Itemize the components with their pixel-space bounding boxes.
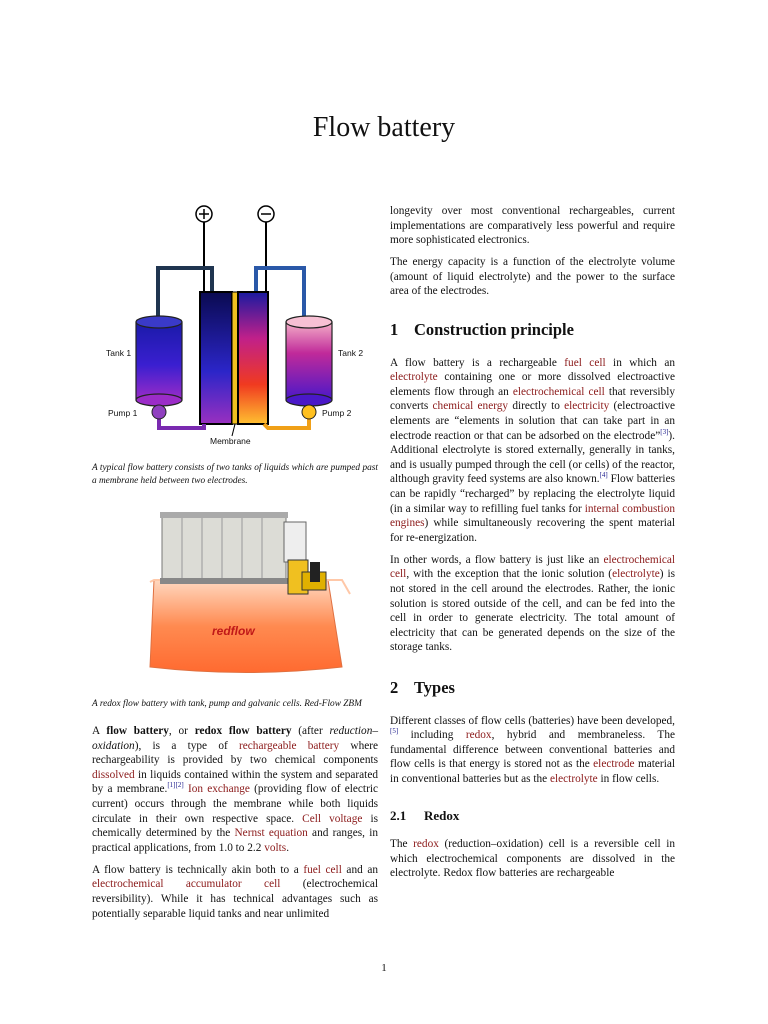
link-internal-combustion-engines[interactable]: internal combustion engines — [390, 502, 675, 530]
term-reduction-oxidation: reduction–oxidation — [92, 725, 378, 752]
pump-2-label: Pump 2 — [322, 408, 352, 418]
text: material in conventional batteries but as the — [390, 758, 675, 785]
text: A flow battery is technically akin both to a — [92, 863, 304, 876]
subsection-heading-redox — [390, 809, 675, 824]
section-number: 1 — [390, 320, 399, 340]
text: In other words, a flow battery is just like an — [390, 553, 604, 566]
text: directly to — [508, 400, 565, 413]
paragraph-energy-capacity: The energy capacity is a function of the electrolyte volume (amount of liquid electrolyte) and the power to the surface area of the electrodes. — [390, 256, 675, 298]
text: (after — [291, 725, 330, 737]
paragraph-types — [390, 714, 675, 787]
text: Different classes of flow cells (batteries) have been developed, — [390, 714, 675, 727]
text: is chemically determined by the — [92, 812, 378, 840]
intro-paragraph-2 — [92, 863, 378, 921]
term-flow-battery: flow battery — [106, 725, 169, 737]
citation-link[interactable]: [5] — [390, 727, 399, 736]
link-nernst-equation[interactable]: Nernst equation — [234, 827, 308, 840]
text: ), is a type of — [134, 739, 240, 752]
link-electricity[interactable]: electricity — [564, 400, 610, 413]
text: containing one or more dissolved electroactive elements flow through an — [390, 371, 675, 398]
text: A — [92, 725, 107, 737]
page-title: Flow battery — [312, 112, 456, 143]
text: ). Additional electrolyte is stored externally, generally in tanks, and is usually pumped through the cell (or cells) of the reactor, although gravity feed systems are also known. — [390, 429, 675, 486]
text: ) is not stored in the cell around the electrodes. Rather, the ionic solution is stored outside of the cell, and can be fed into the cell in order to generate electricity. The total amount of electricity that can be generated depends on the size of the storage tanks. — [390, 568, 676, 654]
section-title: Construction principle — [414, 320, 574, 340]
paragraph-construction-2 — [390, 553, 675, 655]
right-column — [390, 204, 675, 888]
paragraph-longevity: longevity over most conventional rechargeables, current implementations are comparatively less powerful and require more sophisticated electronics. — [390, 205, 675, 247]
text: , or — [168, 725, 195, 737]
text: including — [398, 729, 466, 742]
section-number: 2 — [390, 678, 399, 698]
text: . — [286, 841, 290, 854]
text: in flow cells. — [597, 773, 660, 785]
text: and ranges, in practical applications, from 1.0 to 2.2 — [92, 827, 378, 854]
figure-2-caption: A redox flow battery with tank, pump and galvanic cells. Red-Flow ZBM — [92, 699, 362, 709]
intro-paragraph-1 — [92, 724, 378, 855]
link-cell-voltage[interactable]: Cell voltage — [302, 812, 363, 825]
text: (providing flow of electric current) occurs through the membrane while both liquids circulate in their own respective space. — [92, 783, 378, 825]
link-fuel-cell[interactable]: fuel cell — [303, 863, 342, 876]
figure-1-caption: A typical flow battery consists of two tanks of liquids which are pumped past a membrane held between two electrodes. — [92, 463, 378, 486]
link-fuel-cell[interactable]: fuel cell — [564, 356, 606, 369]
link-electrolyte[interactable]: electrolyte — [612, 568, 660, 581]
text: in which an — [605, 356, 675, 369]
link-rechargeable-battery[interactable]: rechargeable battery — [239, 739, 340, 752]
link-volts[interactable]: volts — [264, 841, 287, 854]
link-dissolved[interactable]: dissolved — [92, 768, 135, 781]
link-electrolyte[interactable]: electrolyte — [390, 371, 438, 384]
text: , hybrid and membraneless. The fundamental difference between conventional batteries and flow cells is that energy is stored not as the — [390, 729, 675, 771]
text: in liquids contained within the system and separated by a membrane. — [92, 768, 378, 796]
link-redox[interactable]: redox — [413, 838, 439, 851]
text: , with the exception that the ionic solution ( — [406, 568, 613, 581]
link-ion-exchange[interactable]: Ion exchange — [187, 783, 250, 796]
link-electrochemical-cell[interactable]: electrochemical cell — [512, 385, 605, 398]
membrane-label: Membrane — [210, 436, 251, 446]
page-number: 1 — [381, 962, 387, 974]
text: that reversibly converts — [390, 385, 675, 413]
text: A flow battery is a rechargeable — [390, 356, 565, 369]
text: where rechargeability is provided by two chemical components — [92, 739, 379, 767]
section-heading-types — [390, 678, 675, 698]
link-redox[interactable]: redox — [465, 729, 492, 742]
text: (electroactive elements are “elements in solution that can take part in an electrode reaction or that can be adsorbed on the electrode” — [390, 400, 675, 442]
paragraph-redox — [390, 837, 675, 881]
section-title: Types — [414, 678, 455, 698]
text: (reduction–oxidation) cell is a reversible cell in which electrochemical components are dissolved in the electrolyte. Redox flow batteries are rechargeable — [390, 838, 675, 880]
section-number: 2.1 — [390, 807, 407, 823]
pump-1-icon — [152, 405, 166, 419]
tank-2-label: Tank 2 — [338, 348, 364, 358]
citation-link[interactable]: [1][2] — [167, 781, 184, 790]
link-electrolyte[interactable]: electrolyte — [550, 773, 598, 785]
link-chemical-energy[interactable]: chemical energy — [432, 400, 509, 413]
link-electrochemical-accumulator-cell[interactable]: electrochemical accumulator cell — [92, 878, 281, 891]
redflow-logo: redflow — [212, 624, 255, 638]
redflow-battery-photo — [92, 502, 378, 682]
citation-link[interactable]: [4] — [599, 471, 608, 480]
text: (electrochemical reversibility). While it has technical advantages such as potentially separable liquid tanks and near unlimited — [92, 878, 379, 920]
text: Flow batteries can be rapidly “recharged” by replacing the electrolyte liquid (in a similar way to refilling fuel tanks for — [390, 473, 675, 515]
link-electrochemical-cell[interactable]: electrochemical cell — [390, 553, 675, 581]
pump-1-label: Pump 1 — [108, 408, 138, 418]
text: and an — [341, 863, 379, 876]
flow-battery-diagram — [92, 200, 378, 455]
link-electrode[interactable]: electrode — [593, 758, 635, 771]
tank-1-label: Tank 1 — [106, 348, 132, 358]
paragraph-construction-1 — [390, 356, 675, 546]
text: ) while simultaneously recovering the spent material for re-energization. — [390, 517, 675, 544]
pump-2-icon — [302, 405, 316, 419]
left-column — [92, 200, 378, 929]
citation-link[interactable]: [3] — [660, 427, 669, 436]
section-heading-construction — [390, 320, 675, 340]
term-redox-flow-battery: redox flow battery — [194, 725, 292, 737]
text: The — [390, 838, 414, 851]
section-title: Redox — [424, 807, 460, 823]
